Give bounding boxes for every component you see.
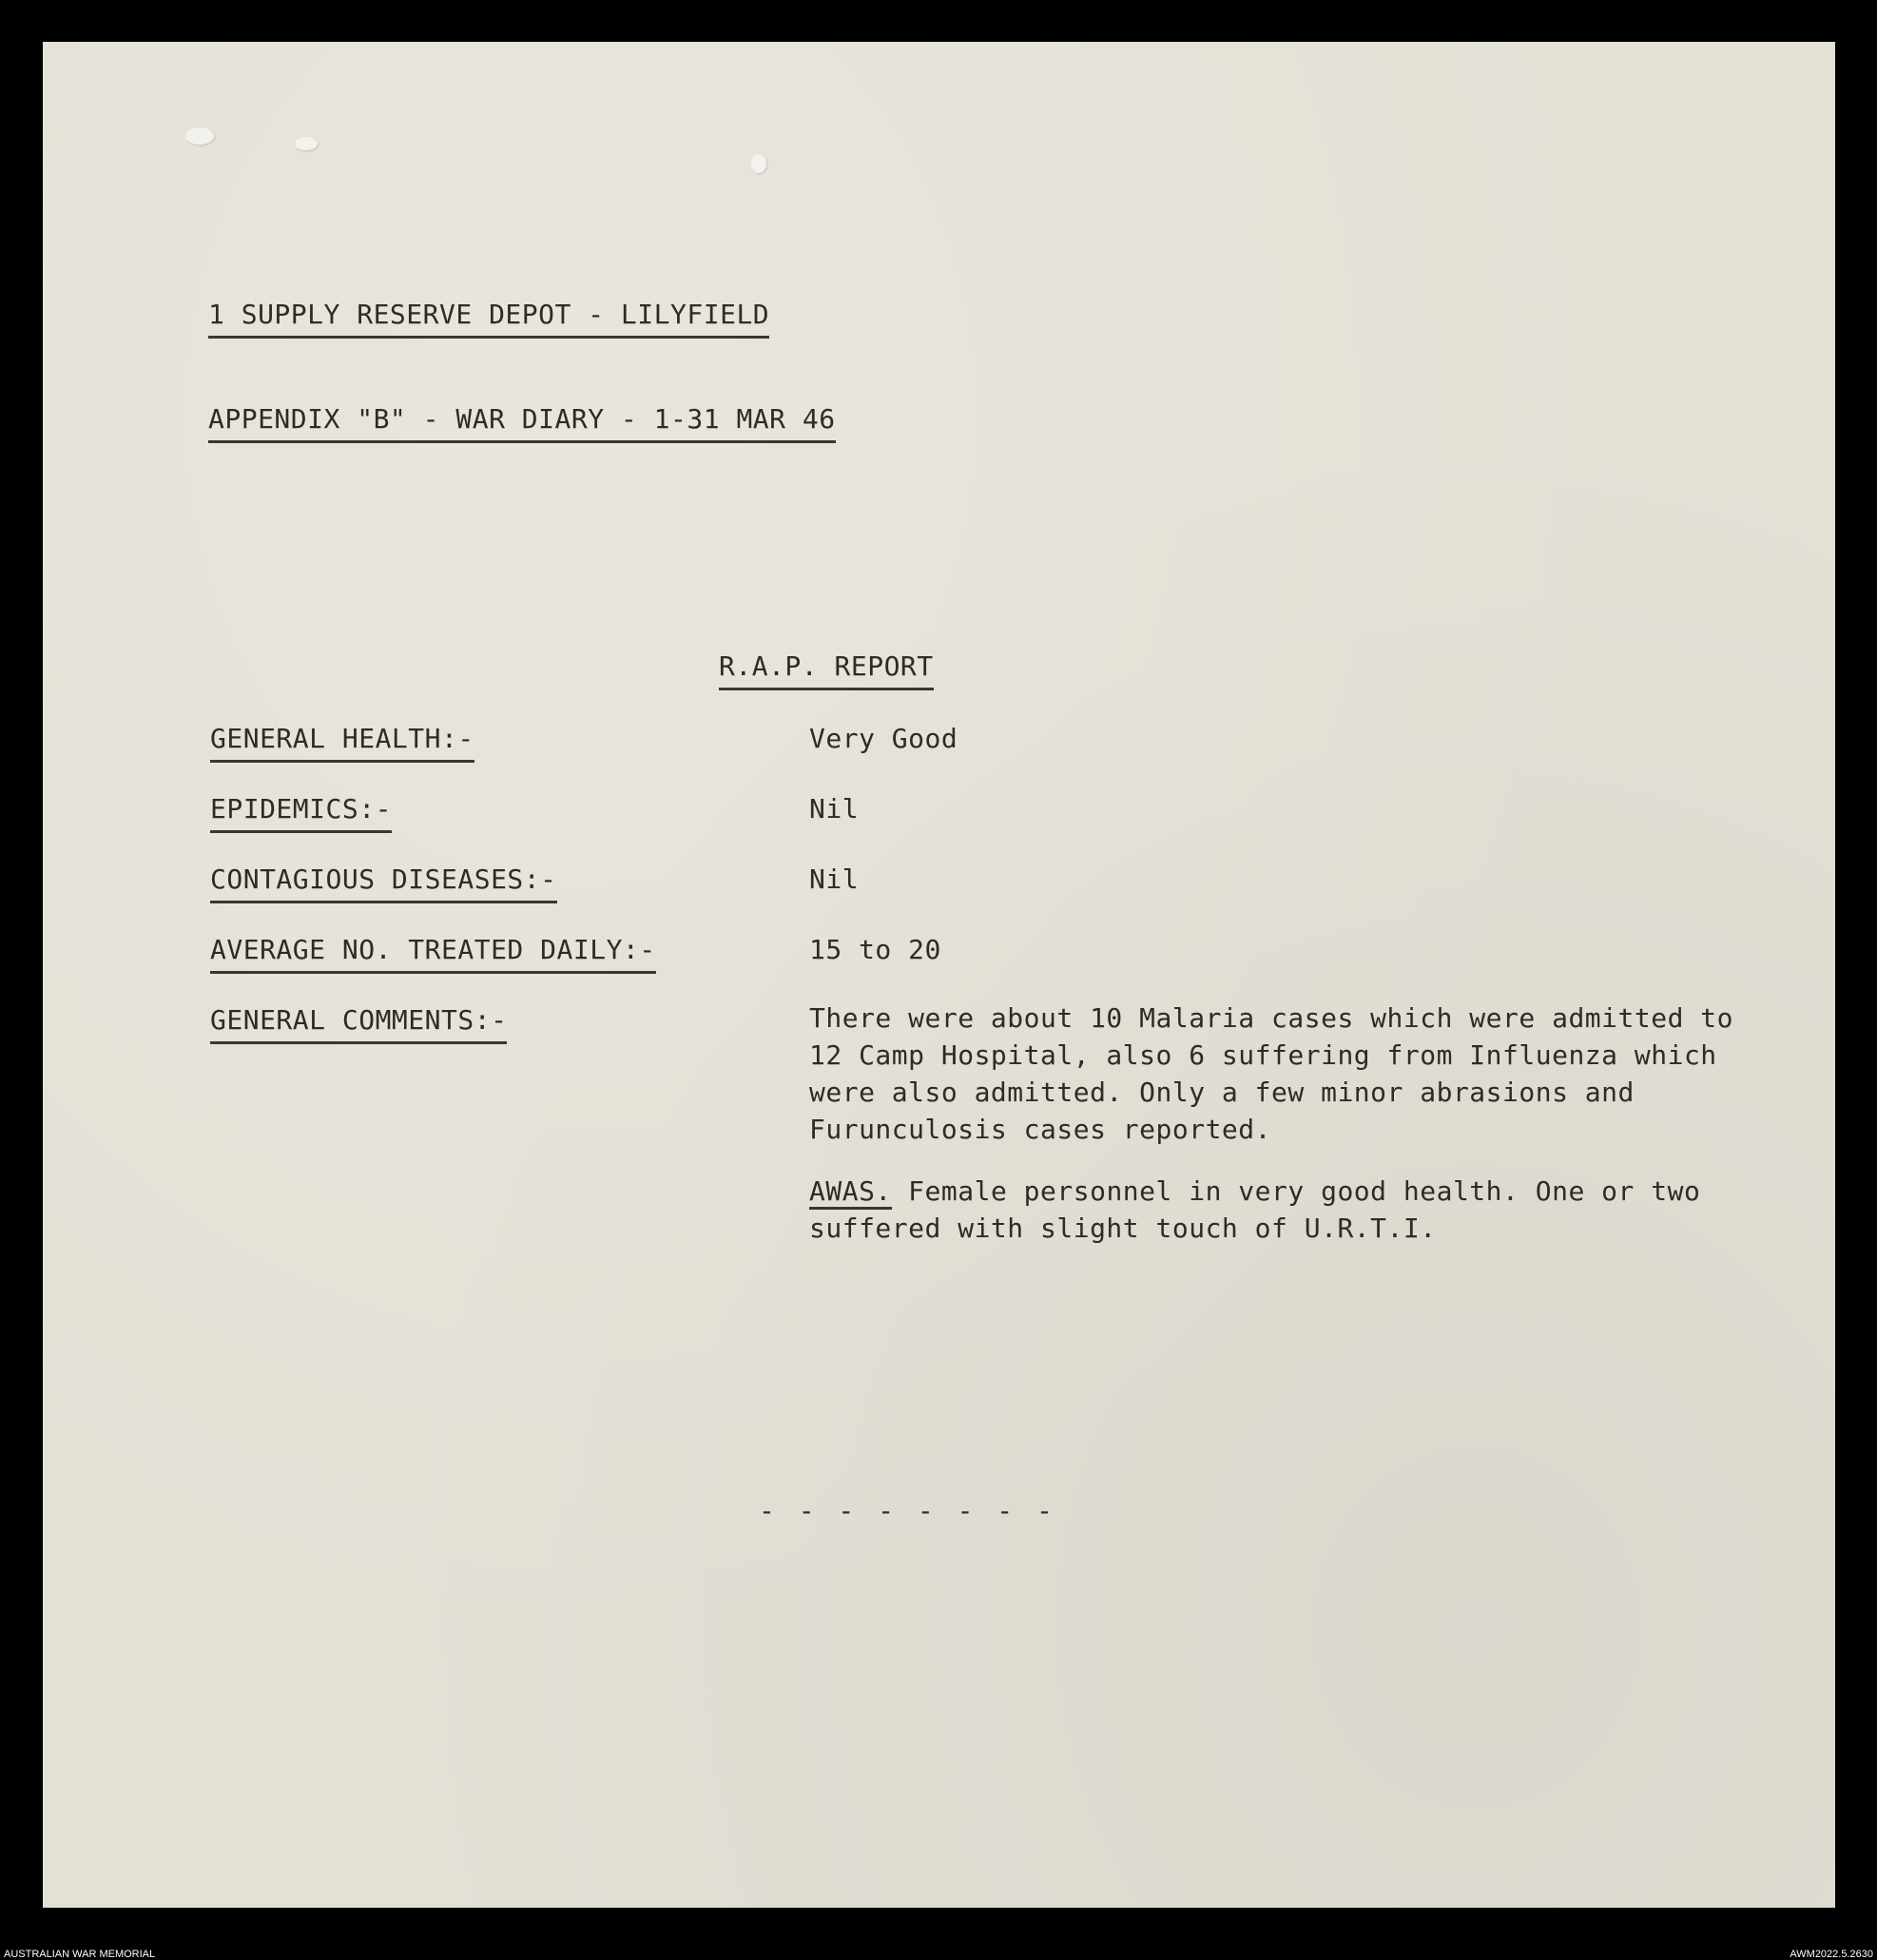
- comments-paragraph-awas: [809, 1173, 1760, 1247]
- paper-emboss-mark: [295, 137, 318, 150]
- comments-paragraph: There were about 10 Malaria cases which were admitted to 12 Camp Hospital, also 6 suffering from Influenza which were also admitted. Only a few minor abrasions and Furunculosis cases reported.: [809, 1002, 1734, 1145]
- awas-label: AWAS.: [809, 1175, 892, 1210]
- document-heading-appendix: APPENDIX "B" - WAR DIARY - 1-31 MAR 46: [208, 400, 836, 443]
- field-label-epidemics: EPIDEMICS:-: [210, 790, 392, 833]
- field-value-epidemics: Nil: [809, 793, 860, 825]
- footer-institution: AUSTRALIAN WAR MEMORIAL: [4, 1949, 156, 1960]
- field-label-contagious-diseases: CONTAGIOUS DISEASES:-: [210, 861, 557, 903]
- general-comments-text: [809, 999, 1760, 1247]
- paper-emboss-mark: [185, 127, 214, 145]
- document-heading-unit: 1 SUPPLY RESERVE DEPOT - LILYFIELD: [208, 296, 769, 339]
- field-label-general-health: GENERAL HEALTH:-: [210, 720, 474, 763]
- awas-text: Female personnel in very good health. One or two suffered with slight touch of U.R.T.I.: [809, 1175, 1701, 1244]
- field-value-general-health: Very Good: [809, 723, 958, 754]
- field-label-average-treated-daily: AVERAGE NO. TREATED DAILY:-: [210, 931, 656, 974]
- field-label-general-comments: GENERAL COMMENTS:-: [210, 1001, 507, 1044]
- footer-accession-number: AWM2022.5.2630: [1790, 1949, 1873, 1960]
- field-value-average-treated-daily: 15 to 20: [809, 934, 941, 965]
- paper-emboss-mark: [751, 154, 766, 173]
- end-of-report-marker: - - - - - - - -: [759, 1495, 1056, 1526]
- report-title: R.A.P. REPORT: [719, 648, 934, 690]
- field-value-contagious-diseases: Nil: [809, 864, 860, 895]
